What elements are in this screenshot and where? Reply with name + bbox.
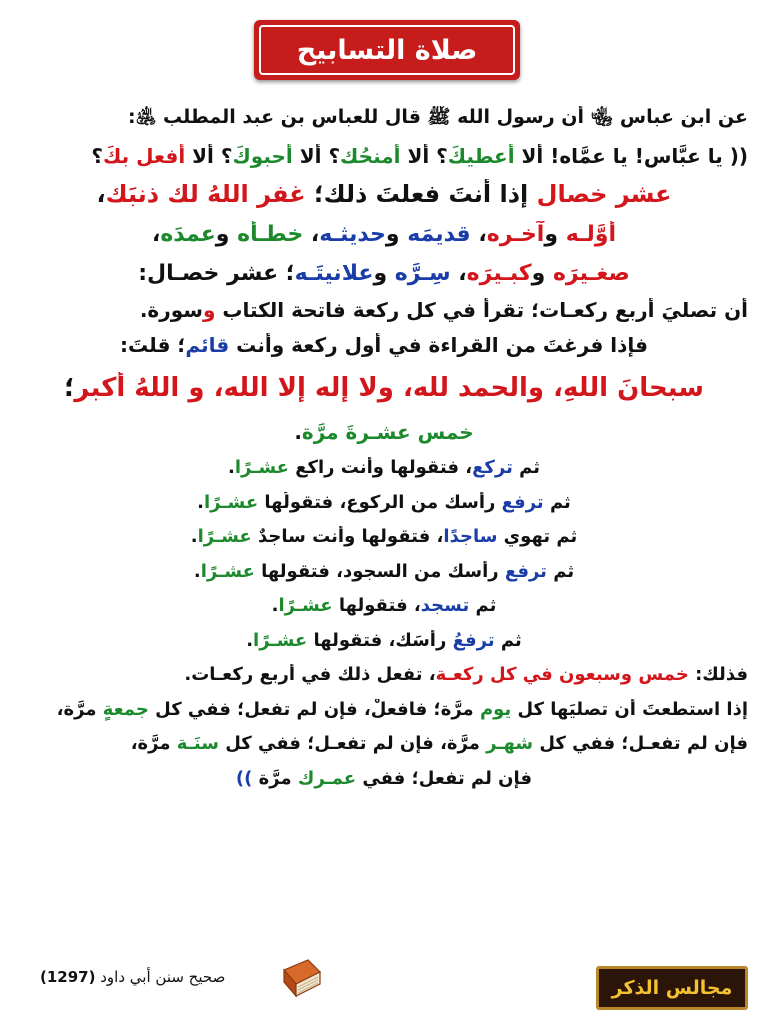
text-segment: خمس وسبعون في كل ركعـة xyxy=(435,664,689,686)
text-segment: ؟ ألا xyxy=(400,143,448,168)
text-segment: عشر خصال xyxy=(536,179,672,208)
text-segment: ؟ ألا xyxy=(185,143,233,168)
text-segment: عن ابن عباس ﵄ أن رسول الله ﷺ قال للعباس بن عبد المطلب ﵁: xyxy=(127,106,748,128)
text-segment: فذلك: xyxy=(688,664,748,686)
text-segment: فإن لم تفعـل؛ ففي كل xyxy=(533,733,748,755)
text-segment: عشـرًا xyxy=(278,595,333,617)
text-segment: أمنحُك xyxy=(340,143,401,168)
text-segment: ، xyxy=(303,221,320,247)
text-line xyxy=(20,372,748,405)
text-line xyxy=(20,298,748,323)
text-line xyxy=(20,526,748,549)
text-segment: قديمَه xyxy=(407,221,471,247)
text-segment: ساجدًا xyxy=(443,526,498,548)
text-segment: تركع xyxy=(472,457,513,479)
text-segment: ؟ xyxy=(91,143,103,168)
text-segment: عمدَه xyxy=(160,221,216,247)
text-segment: . xyxy=(193,560,201,582)
text-line xyxy=(20,260,748,288)
text-segment: أوَّلـه xyxy=(565,221,617,247)
text-line xyxy=(20,457,748,480)
text-segment: و xyxy=(531,261,553,287)
page-title: صلاة التسابيح xyxy=(259,25,515,75)
text-segment: و xyxy=(215,221,238,247)
text-segment: كبـيرَه xyxy=(466,261,532,287)
text-line xyxy=(20,733,748,756)
text-segment: ؛ تقرأ في كل ركعة فاتحة الكتاب xyxy=(215,297,540,322)
text-segment: أربع ركعـات xyxy=(539,297,655,322)
text-line xyxy=(20,144,748,169)
text-segment: سورة. xyxy=(139,297,203,322)
text-segment: مرَّة xyxy=(252,767,298,789)
text-segment: مرَّة، فإن لم تفعـل؛ ففي كل xyxy=(218,733,487,755)
text-segment: مرَّة، xyxy=(56,698,103,720)
text-segment: و xyxy=(202,297,216,322)
text-segment: صغـيرَه xyxy=(552,261,630,287)
text-line xyxy=(20,664,748,687)
text-segment: عشـرًا xyxy=(200,560,255,582)
text-segment: ثم xyxy=(494,629,522,651)
text-segment: أحبوكَ xyxy=(232,143,293,168)
text-segment: . xyxy=(197,491,205,513)
text-segment: ثم xyxy=(469,595,497,617)
text-segment: ثم xyxy=(512,457,540,479)
text-segment: عشـرًا xyxy=(253,629,308,651)
text-segment: رأسك من السجود، فتقولها xyxy=(254,560,505,582)
text-segment: ترفعُ xyxy=(452,629,495,651)
source-reference xyxy=(40,968,268,986)
text-line xyxy=(20,699,748,722)
text-segment: ؛ xyxy=(64,372,75,403)
text-line xyxy=(20,106,748,130)
text-segment: قائم xyxy=(185,332,230,357)
text-segment: مرَّة، xyxy=(130,733,177,755)
text-segment: عشـرًا xyxy=(234,457,289,479)
text-segment: . xyxy=(190,526,198,548)
text-segment: ترفع xyxy=(504,560,547,582)
text-line xyxy=(20,420,748,445)
text-segment: سِـرَّه xyxy=(394,261,451,287)
text-segment: خطـأه xyxy=(237,221,304,247)
text-segment: (( يا عبَّاس! يا عمَّاه! ألا xyxy=(514,143,748,168)
text-segment: ، xyxy=(96,179,106,208)
text-segment: . xyxy=(184,664,192,686)
text-segment: عشـرًا xyxy=(204,491,259,513)
text-segment: فإن لم تفعل؛ ففي xyxy=(356,767,533,789)
text-segment: ؟ ألا xyxy=(292,143,341,168)
hadith-text xyxy=(20,100,748,790)
text-segment: ثم xyxy=(546,560,575,582)
book-icon xyxy=(278,956,324,1000)
text-segment: شهـر xyxy=(486,733,534,755)
text-segment: أن تصليَ xyxy=(654,297,748,322)
text-segment: رأسك من الركوع، فتقولُها xyxy=(258,491,502,513)
text-segment: ، xyxy=(450,261,467,287)
text-segment: خمس عشـرةَ مرَّة xyxy=(301,420,474,445)
text-segment: . xyxy=(271,595,279,617)
text-segment: ، تفعل ذلك في xyxy=(295,664,436,686)
text-segment: أربع ركعـات xyxy=(191,664,296,686)
text-line xyxy=(20,492,748,515)
text-segment: مرَّة؛ فافعلْ، فإن لم تفعل؛ ففي كل xyxy=(148,698,480,720)
text-segment: ، xyxy=(470,221,487,247)
text-segment: رأسَك، فتقولها xyxy=(307,629,453,651)
text-segment: أفعل بكَ xyxy=(102,143,186,168)
logo: مجالس الذكر xyxy=(596,966,748,1010)
text-segment: عشـرًا xyxy=(197,526,252,548)
text-segment: ، فتقولها وأنت ساجدٌ xyxy=(251,526,444,548)
text-segment: جمعةٍ xyxy=(102,698,149,720)
text-segment: إذا أنتَ فعلتَ ذلك؛ xyxy=(305,179,537,208)
text-line xyxy=(20,630,748,653)
text-line xyxy=(20,333,748,358)
text-segment: و xyxy=(544,221,566,247)
text-segment: ، فتقولها وأنت راكع xyxy=(288,457,473,479)
text-segment: تسجد xyxy=(420,595,470,617)
text-line xyxy=(20,221,748,249)
text-segment: ثم تهوي xyxy=(497,526,578,548)
text-segment: ثم xyxy=(543,491,571,513)
text-segment: و xyxy=(385,221,408,247)
text-segment: ترفع xyxy=(501,491,544,513)
text-segment: ؛ قلتَ: xyxy=(120,332,186,357)
text-segment: إذا استطعتَ أن تصليَها كل xyxy=(511,698,748,720)
text-segment: أعطيكَ xyxy=(447,143,515,168)
text-segment: سبحانَ اللهِ، والحمد لله، ولا إله إلا الله، و اللهُ أكبر xyxy=(74,372,704,403)
text-segment: ، xyxy=(151,221,161,247)
text-segment: . xyxy=(227,457,235,479)
text-segment: )) xyxy=(235,767,253,789)
text-segment: ، فتقولها xyxy=(332,595,421,617)
text-segment: آخـره xyxy=(486,221,545,247)
text-line xyxy=(20,768,748,791)
source-number: (1297) xyxy=(40,968,96,986)
text-segment: فإذا فرغتَ من القراءة في أول ركعة وأنت xyxy=(229,332,648,357)
text-segment: عمـرك xyxy=(297,767,357,789)
text-segment: ؛ عشر خصـال: xyxy=(138,261,295,287)
text-segment: غفر اللهُ لك ذنبَك xyxy=(105,179,306,208)
text-segment: . xyxy=(246,629,254,651)
text-line xyxy=(20,561,748,584)
text-segment: حديثـه xyxy=(319,221,386,247)
text-segment: يوم xyxy=(479,698,512,720)
title-banner xyxy=(254,20,520,80)
text-segment: و xyxy=(373,261,395,287)
text-segment: علانيتَـه xyxy=(294,261,374,287)
text-line xyxy=(20,179,748,209)
source-text: صحيح سنن أبي داود xyxy=(100,968,226,986)
text-line xyxy=(20,595,748,618)
text-segment: سنَـة xyxy=(176,733,219,755)
text-segment: . xyxy=(294,420,302,445)
